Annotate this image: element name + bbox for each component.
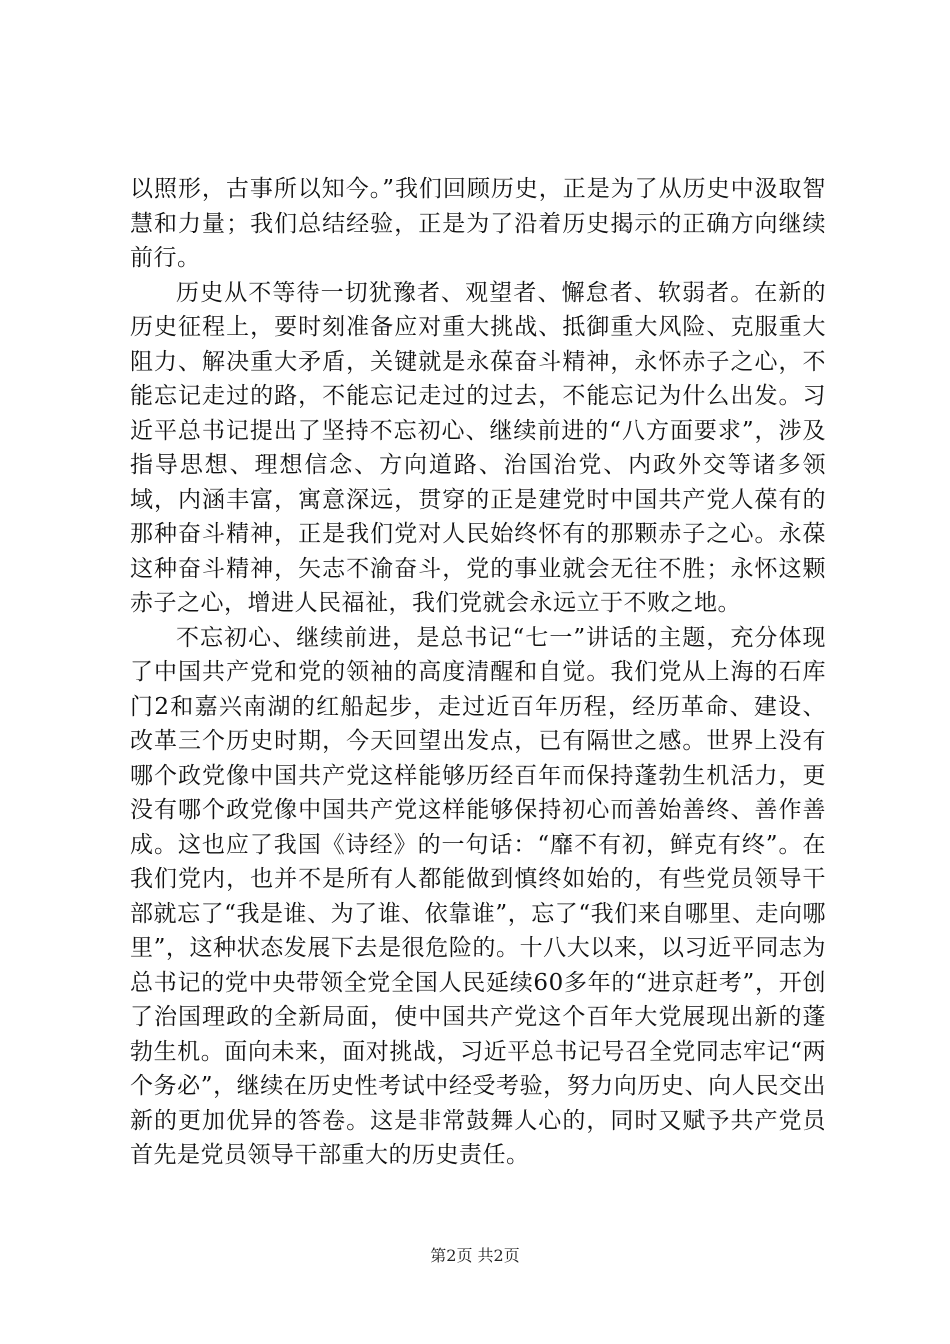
document-body [130,172,826,1173]
page-footer [0,1246,950,1266]
page-number-label: 第2页 共2页 [430,1246,520,1265]
paragraph-1: 以照形，古事所以知今。”我们回顾历史，正是为了从历史中汲取智慧和力量；我们总结经验，正是为了沿着历史揭示的正确方向继续前行。 [130,176,826,271]
paragraph-3: 不忘初心、继续前进，是总书记“七一”讲话的主题，充分体现了中国共产党和党的领袖的高度清醒和自觉。我们党从上海的石库门2和嘉兴南湖的红船起步，走过近百年历程，经历革命、建设、改革三个历史时期，今天回望出发点，已有隔世之感。世界上没有哪个政党像中国共产党这样能够历经百年而保持蓬勃生机活力，更没有哪个政党像中国共产党这样能够保持初心而善始善终、善作善成。这也应了我国《诗经》的一句话：“靡不有初，鲜克有终”。在我们党内，也并不是所有人都能做到慎终如始的，有些党员领导干部就忘了“我是谁、为了谁、依靠谁”，忘了“我们来自哪里、走向哪里”，这种状态发展下去是很危险的。十八大以来，以习近平同志为总书记的党中央带领全党全国人民延续60多年的“进京赶考”，开创了治国理政的全新局面，使中国共产党这个百年大党展现出新的蓬勃生机。面向未来，面对挑战，习近平总书记号召全党同志牢记“两个务必”，继续在历史性考试中经受考验，努力向历史、向人民交出新的更加优异的答卷。这是非常鼓舞人心的，同时又赋予共产党员首先是党员领导干部重大的历史责任。 [130,624,826,1168]
paragraph-2: 历史从不等待一切犹豫者、观望者、懈怠者、软弱者。在新的历史征程上，要时刻准备应对重大挑战、抵御重大风险、克服重大阻力、解决重大矛盾，关键就是永葆奋斗精神，永怀赤子之心，不能忘记走过的路，不能忘记走过的过去，不能忘记为什么出发。习近平总书记提出了坚持不忘初心、继续前进的“八方面要求”，涉及指导思想、理想信念、方向道路、治国治党、内政外交等诸多领域，内涵丰富，寓意深远，贯穿的正是建党时中国共产党人葆有的那种奋斗精神，正是我们党对人民始终怀有的那颗赤子之心。永葆这种奋斗精神，矢志不渝奋斗，党的事业就会无往不胜；永怀这颗赤子之心，增进人民福祉，我们党就会永远立于不败之地。 [130,279,826,616]
